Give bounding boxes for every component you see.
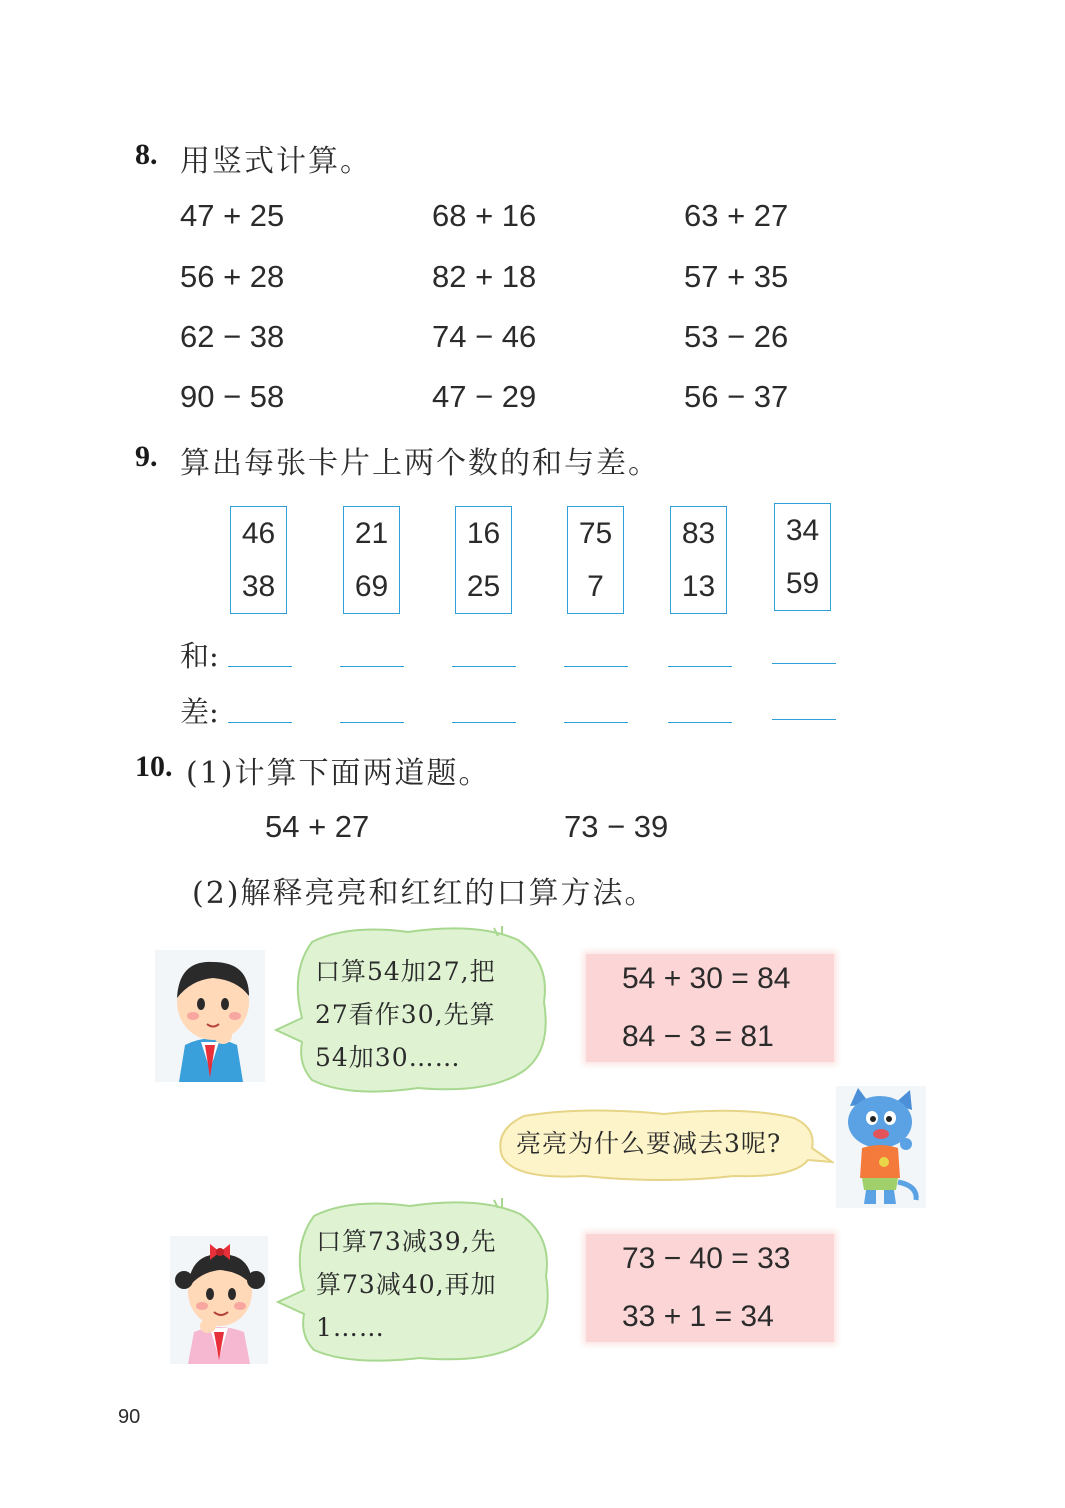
number-card: [670, 506, 727, 614]
number-card: [774, 503, 831, 611]
card-bottom-number: 13: [681, 569, 716, 603]
sum-label: 和:: [180, 639, 219, 673]
question-9-title: 算出每张卡片上两个数的和与差。: [180, 446, 660, 481]
exercise-item: 47 + 25: [180, 198, 285, 233]
exercise-item: 62 − 38: [180, 319, 285, 354]
page-number: 90: [118, 1406, 141, 1428]
sum-answer-blank[interactable]: [228, 666, 292, 667]
number-card: [343, 506, 400, 614]
exercise-item: 74 − 46: [432, 319, 537, 354]
difference-answer-blank[interactable]: [772, 719, 836, 720]
girl-bubble-line: 口算73减39,先: [316, 1227, 497, 1256]
card-top-number: 21: [354, 516, 389, 550]
card-bottom-number: 69: [354, 569, 389, 603]
number-card: [455, 506, 512, 614]
exercise-item: 47 − 29: [432, 379, 537, 414]
girl-method-line: 33 + 1 = 34: [622, 1300, 774, 1333]
sum-answer-blank[interactable]: [564, 666, 628, 667]
boy-bubble-line: 口算54加27,把: [315, 957, 496, 986]
exercise-item: 57 + 35: [684, 259, 789, 294]
number-card: [230, 506, 287, 614]
boy-liangliang-avatar: [155, 950, 265, 1082]
blue-cat-avatar: [836, 1086, 926, 1208]
question-10-expression-2: 73 − 39: [564, 809, 669, 844]
boy-method-line: 54 + 30 = 84: [622, 962, 791, 995]
question-10-part2: (2)解释亮亮和红红的口算方法。: [192, 876, 657, 911]
difference-label: 差:: [180, 695, 219, 729]
exercise-item: 68 + 16: [432, 198, 537, 233]
girl-method-box: [586, 1234, 834, 1342]
exercise-item: 56 − 37: [684, 379, 789, 414]
sum-answer-blank[interactable]: [452, 666, 516, 667]
sum-answer-blank[interactable]: [340, 666, 404, 667]
card-top-number: 46: [241, 516, 276, 550]
exercise-item: 63 + 27: [684, 198, 789, 233]
girl-method-line: 73 − 40 = 33: [622, 1242, 791, 1275]
card-top-number: 16: [466, 516, 501, 550]
question-8-title: 用竖式计算。: [180, 144, 372, 179]
exercise-item: 53 − 26: [684, 319, 789, 354]
boy-bubble-line: 54加30……: [315, 1043, 461, 1072]
girl-honghong-avatar: [170, 1236, 268, 1364]
question-9-number: 9.: [135, 440, 158, 473]
exercise-item: 56 + 28: [180, 259, 285, 294]
exercise-item: 82 + 18: [432, 259, 537, 294]
boy-method-line: 84 − 3 = 81: [622, 1020, 774, 1053]
difference-answer-blank[interactable]: [668, 722, 732, 723]
question-10-number: 10.: [135, 750, 173, 783]
question-10-part1: (1)计算下面两道题。: [186, 756, 491, 791]
card-bottom-number: 59: [785, 566, 820, 600]
cat-bubble-text: 亮亮为什么要减去3呢?: [516, 1129, 782, 1158]
number-card: [567, 506, 624, 614]
question-10-expression-1: 54 + 27: [265, 809, 370, 844]
exercise-item: 90 − 58: [180, 379, 285, 414]
difference-answer-blank[interactable]: [340, 722, 404, 723]
card-top-number: 75: [578, 516, 613, 550]
girl-bubble-line: 算73减40,再加: [316, 1270, 497, 1299]
card-bottom-number: 7: [587, 569, 604, 603]
difference-answer-blank[interactable]: [564, 722, 628, 723]
question-8-number: 8.: [135, 138, 158, 171]
difference-answer-blank[interactable]: [452, 722, 516, 723]
sum-answer-blank[interactable]: [668, 666, 732, 667]
card-top-number: 83: [681, 516, 716, 550]
card-top-number: 34: [785, 513, 820, 547]
girl-bubble-line: 1……: [316, 1313, 385, 1342]
card-bottom-number: 25: [466, 569, 501, 603]
boy-bubble-line: 27看作30,先算: [315, 1000, 496, 1029]
sum-answer-blank[interactable]: [772, 663, 836, 664]
card-bottom-number: 38: [241, 569, 276, 603]
difference-answer-blank[interactable]: [228, 722, 292, 723]
boy-method-box: [586, 954, 834, 1062]
